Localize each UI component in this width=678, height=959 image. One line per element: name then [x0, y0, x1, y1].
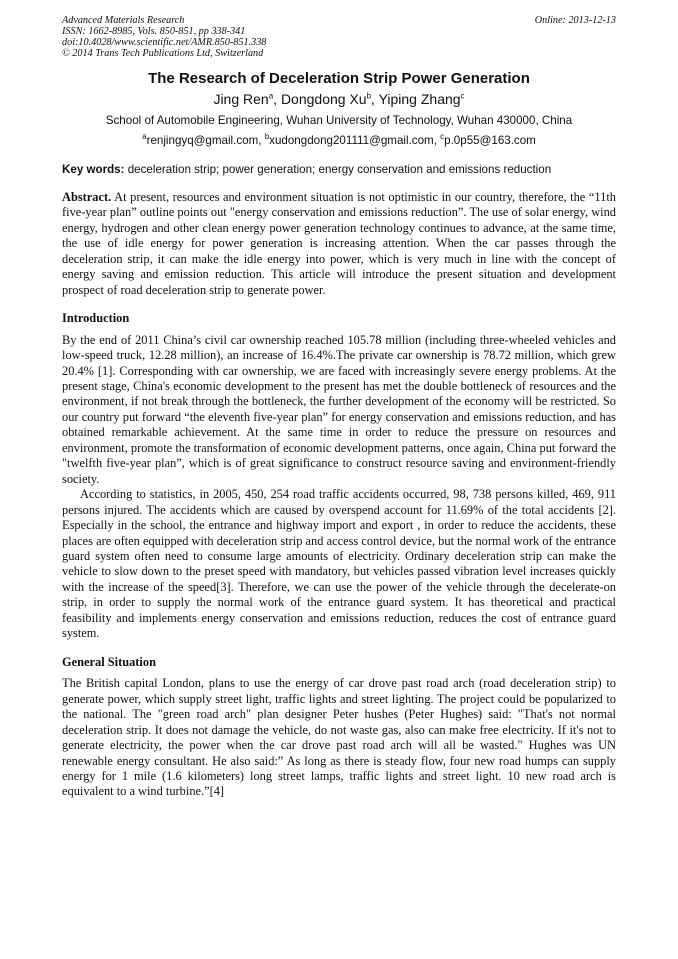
email-address: p.0p55@163.com — [444, 134, 536, 147]
journal-header — [62, 15, 616, 59]
keywords-line — [62, 162, 616, 178]
section-heading-introduction: Introduction — [62, 311, 130, 326]
author-name: Jing Ren — [213, 91, 269, 107]
paper-title: The Research of Deceleration Strip Power Generation — [148, 70, 530, 87]
author-mark: c — [460, 91, 465, 101]
copyright-line: © 2014 Trans Tech Publications Ltd, Switzerland — [62, 48, 264, 59]
author-mark: a — [268, 91, 274, 101]
author-name: Yiping Zhang — [378, 91, 461, 107]
body-paragraph: By the end of 2011 China’s civil car ownership reached 105.78 million (including three-wheeled vehicles and low-speed truck, 12.28 million), an increase of 16.4%.The private car ownership is 78.72 million, which grew 20.4% [1]. Corresponding with car ownership, we are faced with increasingly severe energy problems. At the present stage, China's economic development to the present has met the double bottleneck of resources and the environment, if not break through the bottleneck, the further development of the economy will be restricted. So our country put forward “the eleventh five-year plan” for energy conservation and emissions reduction, and has obtained remarkable achievement. At the same time in order to reduce the pressure on resources and environment, promote the transformation of economic development patterns, once again, China put forward the "twelfth five-year plan”, which is of great significance to construct resource saving and environment-friendly society. — [62, 332, 616, 486]
email-mark: b — [264, 132, 270, 142]
email-mark: a — [142, 132, 147, 142]
author-mark: b — [366, 91, 372, 101]
issn-line: ISSN: 1662-8985, Vols. 850-851, pp 338-341 — [62, 26, 246, 37]
section-heading-general-situation: General Situation — [62, 654, 156, 669]
author-list: Jing Ren$^a$, Dongdong Xu$^b$, Yiping Zhang$^c$ — [213, 91, 465, 107]
author-name: Dongdong Xu — [280, 91, 367, 107]
doi-line: doi:10.4028/www.scientific.net/AMR.850-851.338 — [62, 37, 267, 48]
email-address: renjingyq@gmail.com — [146, 134, 259, 147]
affiliation: School of Automobile Engineering, Wuhan University of Technology, Wuhan 430000, China — [105, 114, 573, 127]
abstract-paragraph — [62, 190, 616, 298]
keywords-text: deceleration strip; power generation; energy conservation and emissions reduction — [127, 163, 552, 176]
journal-name: Advanced Materials Research — [62, 15, 185, 26]
abstract-label: Abstract. — [62, 190, 112, 204]
body-paragraph: According to statistics, in 2005, 450, 254 road traffic accidents occurred, 98, 738 persons killed, 469, 911 persons injured. The accidents which are caused by overspend account for 11.69% of the total accidents [2]. Especially in the school, the entrance and highway import and export , in order to reduce the accidents, these places are often equipped with deceleration strip and access control device, but the normal work of the entrance guard system often need to consume large amounts of electricity. Ordinary deceleration strip can make the vehicle to slow down to the preset speed with mandatory, but vehicles passed vibration level increases quickly with the increase of the speed[3]. Therefore, we can use the power of the vehicle through the decelerate-on strip, in order to supply the normal work of the entrance guard system. It has theoretical and practical feasibility and implements energy conservation and emissions reduction, reduces the cost of entrance guard system. — [62, 487, 616, 641]
paper-page — [62, 15, 616, 800]
keywords-label: Key words: — [62, 163, 125, 176]
email-address: xudongdong201111@gmail.com — [269, 134, 434, 147]
body-paragraph: The British capital London, plans to use the energy of car drove past road arch (road deceleration strip) to generate power, which supply street light, traffic lights and street lighting. The project could be popularized to the national. The "green road arch" plan designer Peter hushes (Peter Hughes) said: "That's not normal deceleration strip. It does not damage the vehicle, do not waste gas, also can make free electricity. If it's not to generate electricity, the power when the car drove past road arch will all be wasted." Hughes was UN renewable energy consultant. He also said:” As long as there is steady flow, four new road humps can supply energy for 1 mile (1.6 kilometers) long street lamps, traffic lights and street light. 10 new road arch is equivalent to a wind turbine.”[4] — [62, 676, 616, 799]
email-mark: c — [440, 132, 445, 142]
email-list: $^a$renjingyq@gmail.com, $^b$xudongdong201111@gmail.com, $^c$p.0p55@163.com — [142, 132, 536, 147]
online-date: Online: 2013-12-13 — [534, 15, 616, 26]
abstract-text: At present, resources and environment situation is not optimistic in our country, therefore, the “11th five-year plan” outline points out "energy conservation and emissions reduction”. The use of solar energy, wind energy, hydrogen and other clean energy power generation technology continues to advance, at the same time, the use of idle energy for power generation is increasing attention. When the car passes through the deceleration strip, it can make the idle energy into power, which is very much in line with the concept of energy saving and emission reduction. This article will introduce the present situation and development prospect of road deceleration strip to generate power. — [62, 190, 616, 297]
